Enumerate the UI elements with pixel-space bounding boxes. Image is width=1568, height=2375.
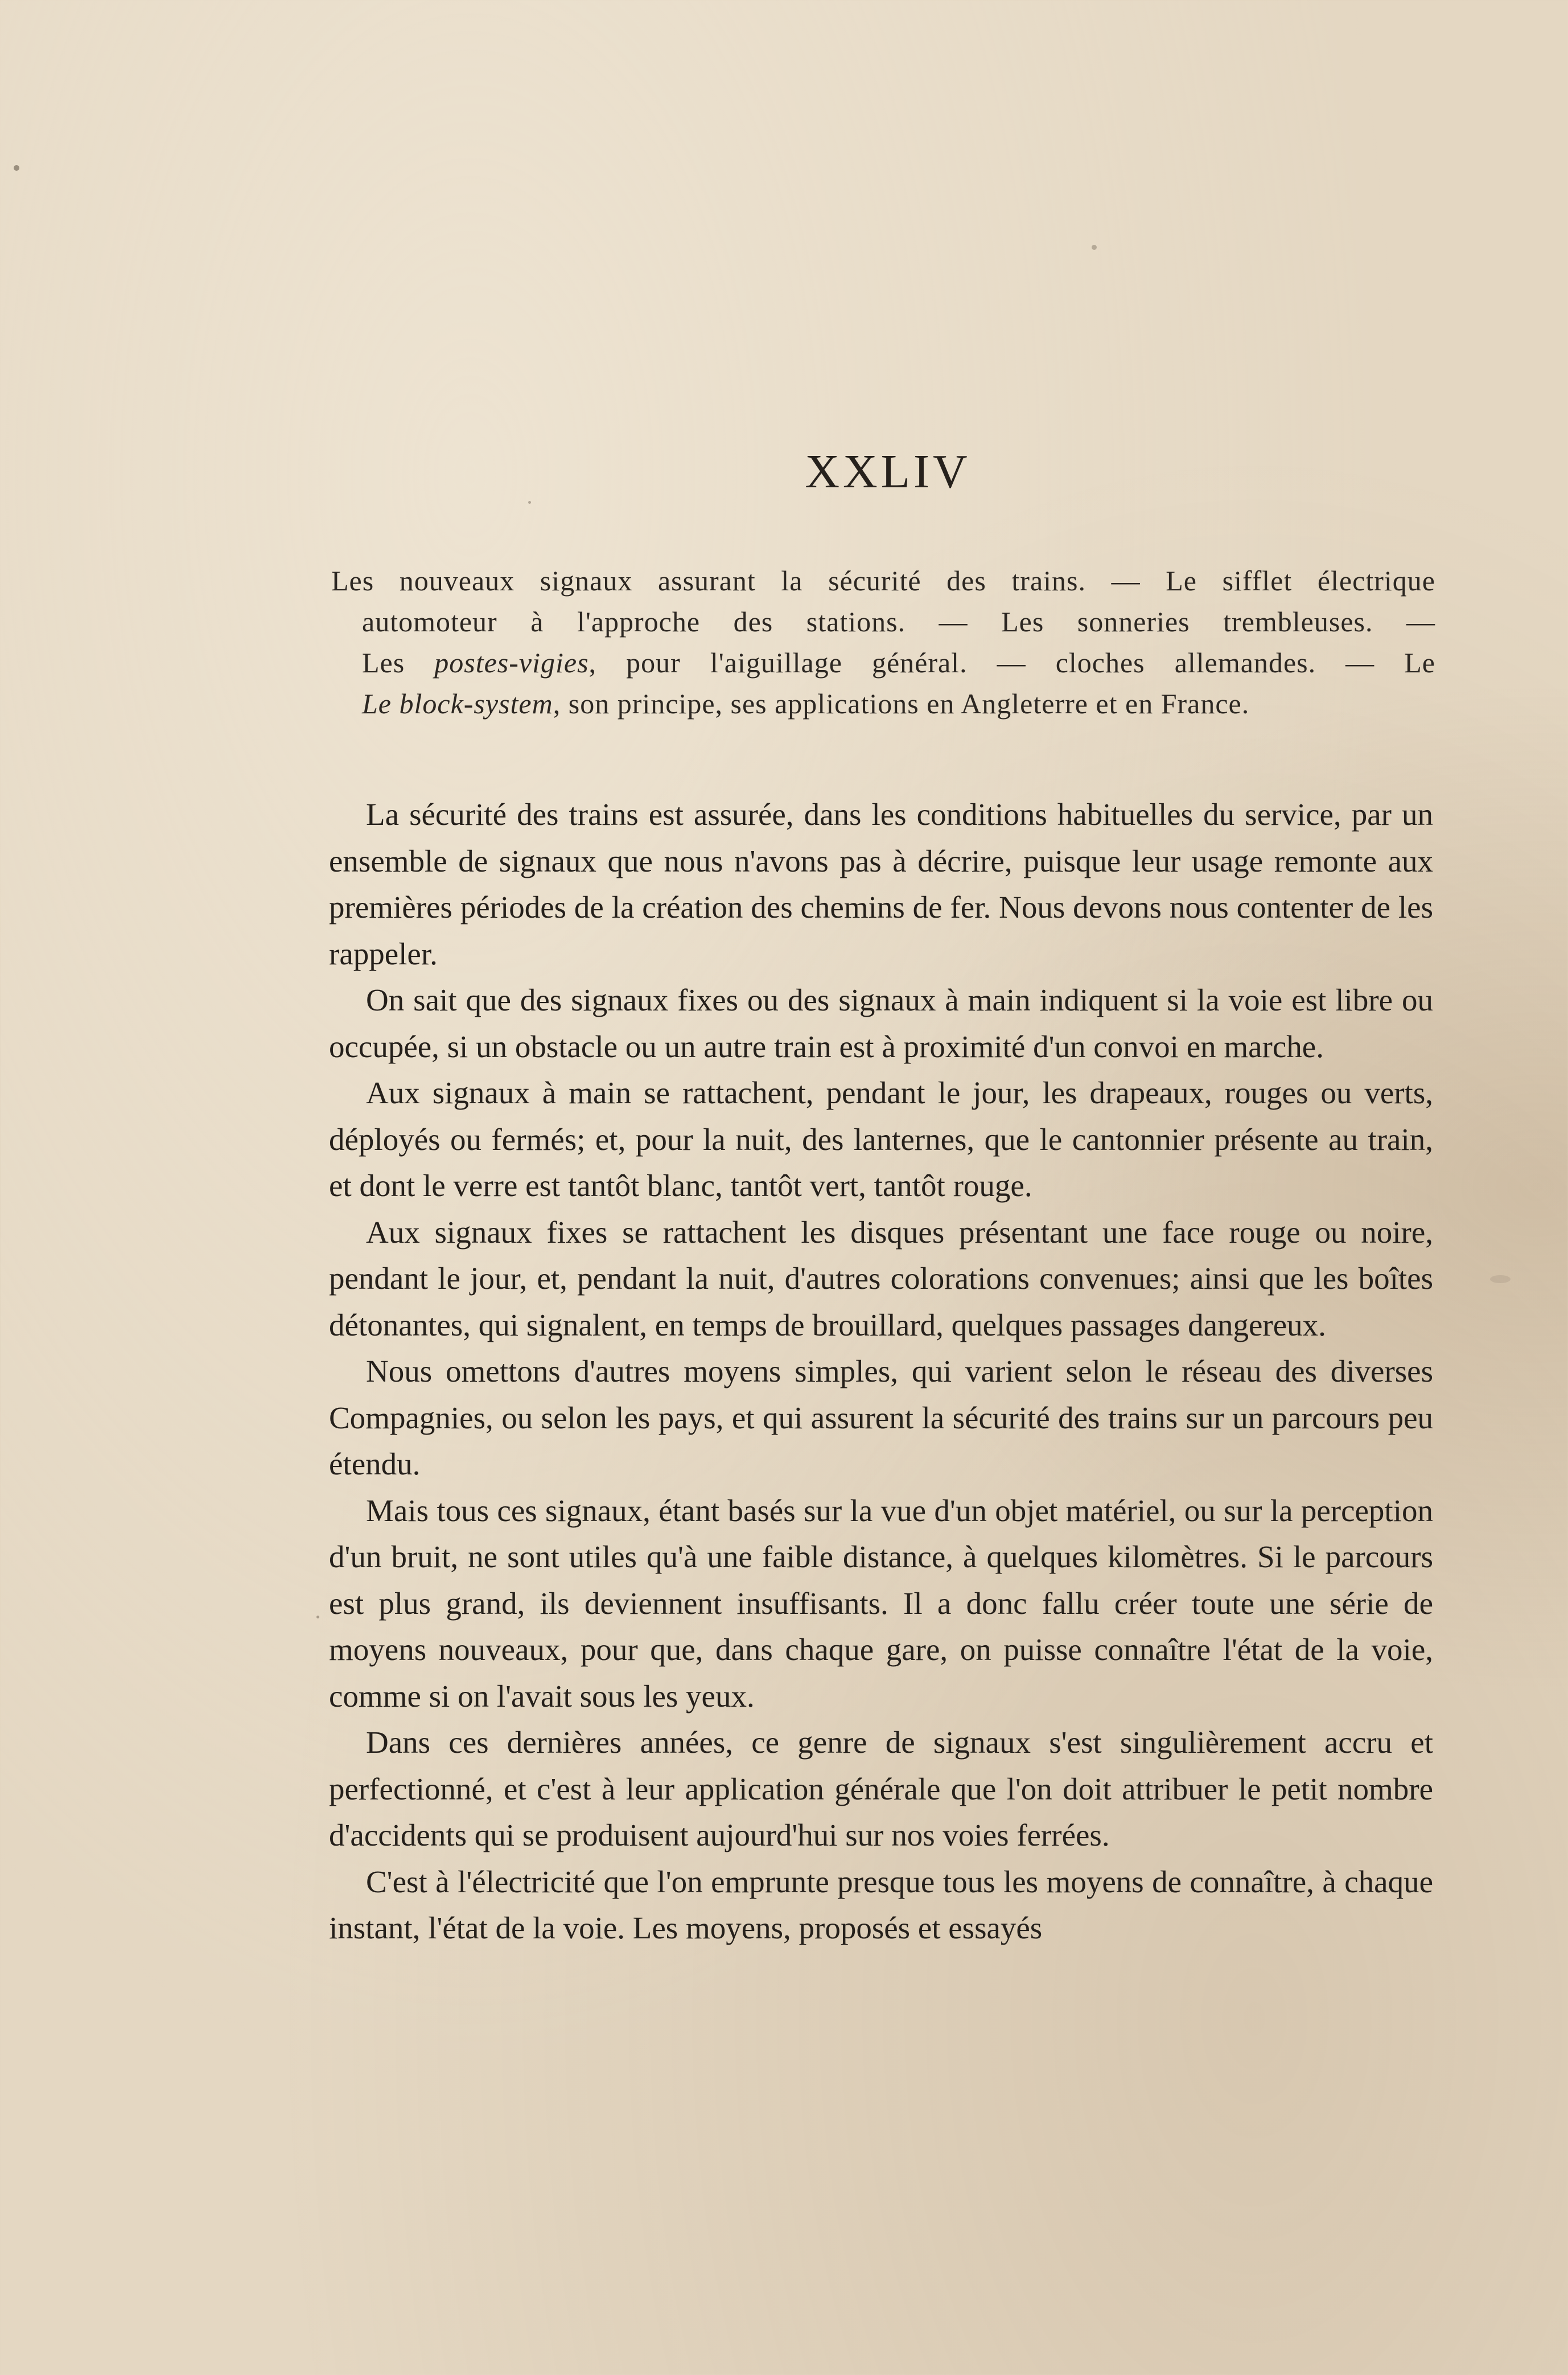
paper-speck: [316, 1616, 319, 1618]
paragraph: Dans ces dernières années, ce genre de signaux s'est singulièrement accru et perfectionné, et c'est à leur application générale que l'on doit attribuer le petit nombre d'accidents qui se produisent aujourd'hui sur nos voies ferrées.: [329, 1725, 1433, 1852]
paper-speck: [1092, 245, 1097, 250]
chapter-title: XXLIV: [805, 445, 971, 498]
paper-speck: [14, 165, 19, 171]
paragraph: Nous omettons d'autres moyens simples, qui varient selon le réseau des diverses Compagnies, ou selon les pays, et qui assurent la sécurité des trains sur un parcours peu étendu.: [329, 1354, 1433, 1481]
body-text: [329, 791, 1433, 1951]
paragraph: C'est à l'électricité que l'on emprunte presque tous les moyens de connaître, à chaque instant, l'état de la voie. Les moyens, proposés et essayés: [329, 1864, 1433, 1945]
paragraph: On sait que des signaux fixes ou des signaux à main indiquent si la voie est libre ou occupée, si un obstacle ou un autre train est à proximité d'un convoi en marche.: [329, 983, 1433, 1064]
paragraph: La sécurité des trains est assurée, dans les conditions habituelles du service, par un ensemble de signaux que nous n'avons pas à décrire, puisque leur usage remonte aux premières périodes de la création des chemins de fer. Nous devons nous contenter de les rappeler.: [329, 797, 1433, 971]
summary-line: Les postes-vigies, pour l'aiguillage général. — cloches allemandes. — Le: [362, 647, 1435, 679]
paragraph: Aux signaux fixes se rattachent les disques présentant une face rouge ou noire, pendant le jour, et, pendant la nuit, d'autres colorations convenues; ainsi que les boîtes détonantes, qui signalent, en temps de brouillard, quelques passages dangereux.: [329, 1214, 1433, 1342]
summary-line: Le block-system, son principe, ses applications en Angleterre et en France.: [362, 688, 1250, 720]
paper-speck: [1490, 1275, 1511, 1283]
chapter-summary: [331, 560, 1435, 724]
paragraph: Mais tous ces signaux, étant basés sur la vue d'un objet matériel, ou sur la perception d'un bruit, ne sont utiles qu'à une faible distance, à quelques kilomètres. Si le parcours est plus grand, ils deviennent insuffisants. Il a donc fallu créer toute une série de moyens nouveaux, pour que, dans chaque gare, on puisse connaître l'état de la voie, comme si on l'avait sous les yeux.: [329, 1493, 1433, 1714]
paper-speck: [528, 501, 531, 504]
summary-line: automoteur à l'approche des stations. — Les sonneries trembleuses. —: [362, 606, 1435, 638]
paper-speck: [1145, 1285, 1149, 1289]
italic-term: postes-vigies: [434, 647, 589, 679]
italic-term: Le block-system: [362, 688, 553, 720]
summary-line: Les nouveaux signaux assurant la sécurité des trains. — Le sifflet électrique: [331, 565, 1435, 597]
paragraph: Aux signaux à main se rattachent, pendant le jour, les drapeaux, rouges ou verts, déployés ou fermés; et, pour la nuit, des lanternes, que le cantonnier présente au train, et dont le verre est tantôt blanc, tantôt vert, tantôt rouge.: [329, 1075, 1433, 1203]
